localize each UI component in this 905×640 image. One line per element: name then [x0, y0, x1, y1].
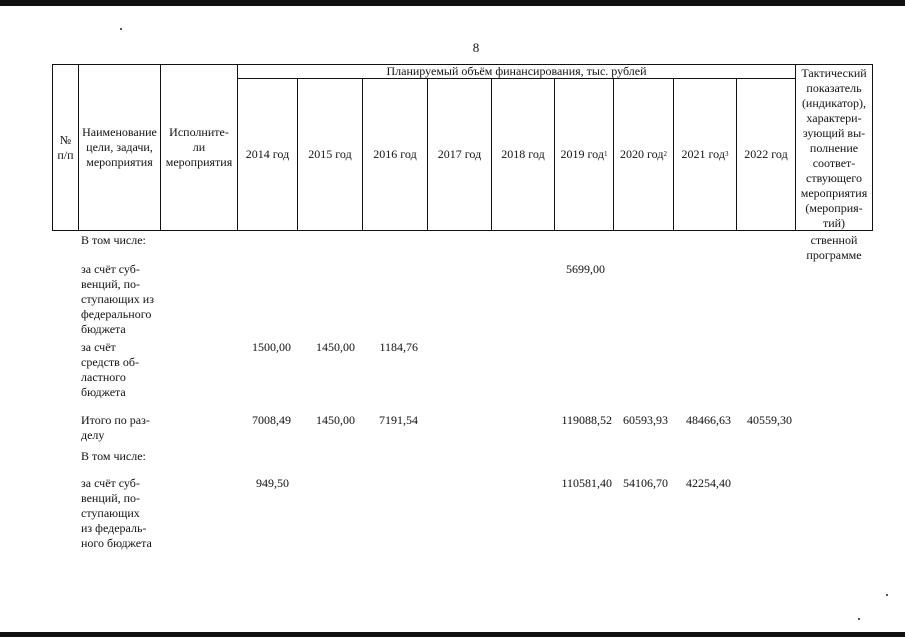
- header-year-2020: 2020 год $^2$: [620, 147, 667, 161]
- scan-speck: [120, 28, 122, 30]
- value-2020: 60593,93: [623, 413, 668, 427]
- value-2015: 1450,00: [316, 413, 355, 427]
- scan-speck: [886, 594, 888, 596]
- value-2016: 7191,54: [379, 413, 418, 427]
- header-year-2018: 2018 год: [501, 147, 545, 161]
- header-col-indicator: Тактический показатель (индикатор), характери- зующий вы- полнение соответ- ствующего мероприятия (мероприя- тий): [800, 66, 868, 230]
- header-year-2022: 2022 год: [744, 147, 788, 161]
- value-2019: 119088,52: [561, 413, 612, 427]
- scan-speck: [858, 618, 860, 620]
- header-funding-group: Планируемый объём финансирования, тыс. рублей: [386, 63, 647, 78]
- value-2022: 40559,30: [747, 413, 792, 427]
- header-year-2015: 2015 год: [308, 147, 352, 161]
- header-col-number: № п/п: [57, 132, 74, 162]
- header-col-executors: Исполните- ли мероприятия: [165, 125, 233, 169]
- value-2021: 48466,63: [686, 413, 731, 427]
- row-label: за счёт суб- венций, по- ступающих из федерального бюджета: [81, 262, 154, 336]
- value-2016: 1184,76: [379, 340, 418, 354]
- row-label: за счёт суб- венций, по- ступающих из федераль- ного бюджета: [81, 476, 152, 550]
- header-year-2021: 2021 год $^3$: [681, 147, 729, 161]
- indicator-continuation: ственной программе: [806, 233, 862, 262]
- value-2014: 7008,49: [252, 413, 291, 427]
- value-2014: 949,50: [256, 476, 289, 490]
- header-year-2016: 2016 год: [373, 147, 417, 161]
- value-2019: 5699,00: [566, 262, 605, 276]
- header-col-name: Наименование цели, задачи, мероприятия: [82, 125, 157, 169]
- page-number: 8: [472, 40, 480, 55]
- value-2021: 42254,40: [686, 476, 731, 490]
- row-label: за счёт средств об- ластного бюджета: [81, 340, 139, 399]
- value-2014: 1500,00: [252, 340, 291, 354]
- top-border-rule: [0, 0, 905, 6]
- value-2015: 1450,00: [316, 340, 355, 354]
- header-year-2014: 2014 год: [245, 147, 290, 161]
- value-2019: 110581,40: [561, 476, 612, 490]
- row-label: В том числе:: [81, 449, 146, 463]
- header-year-2019: 2019 год $^1$: [560, 147, 608, 161]
- row-label: Итого по раз- делу: [81, 413, 150, 442]
- header-year-2017: 2017 год: [437, 147, 482, 161]
- value-2020: 54106,70: [623, 476, 668, 490]
- row-label: В том числе:: [81, 233, 146, 247]
- bottom-border-rule: [0, 632, 905, 637]
